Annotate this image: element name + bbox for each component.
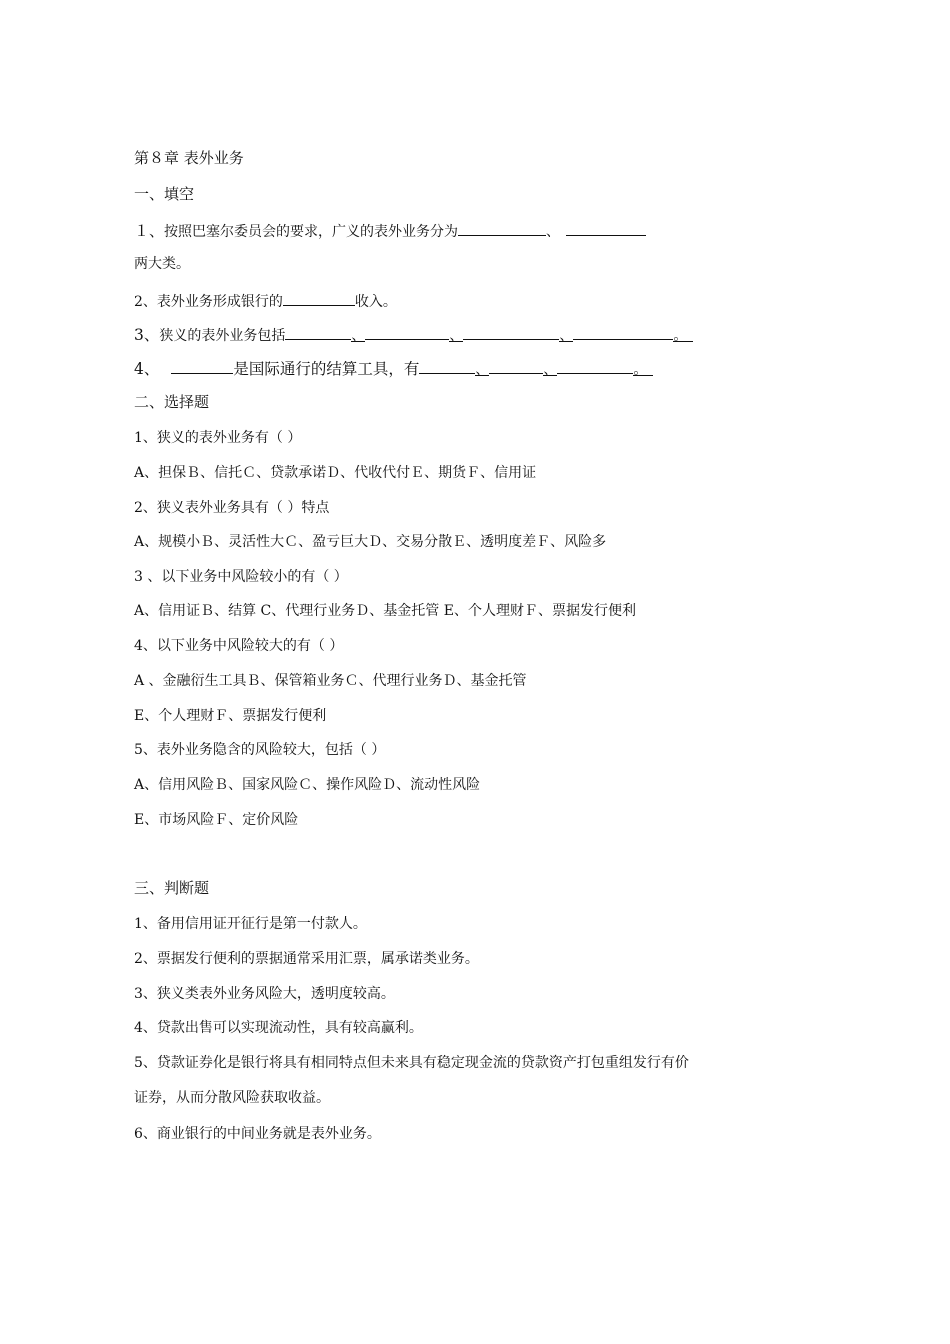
- q2-end: 收入。: [354, 294, 397, 310]
- q3-separator-2: 、: [449, 328, 464, 344]
- choice-line: E、个人理财Ｆ、票据发行便利: [134, 708, 327, 724]
- fill-question-2: [134, 290, 397, 312]
- q4-blank-3[interactable]: [489, 358, 543, 374]
- judge-line: 4、贷款出售可以实现流动性，具有较高赢利。: [134, 1020, 423, 1036]
- fill-question-1: [134, 220, 646, 242]
- choice-line: A、信用证Ｂ、结算 C、代理行业务Ｄ、基金托管 E、个人理财Ｆ、票据发行便利: [134, 603, 636, 619]
- q3-blank-1[interactable]: [285, 324, 351, 340]
- choice-line: A 、金融衍生工具Ｂ、保管箱业务Ｃ、代理行业务Ｄ、基金托管: [134, 673, 527, 689]
- choice-line: A、规模小Ｂ、灵活性大Ｃ、盈亏巨大Ｄ、交易分散Ｅ、透明度差Ｆ、风险多: [134, 534, 607, 550]
- page-title: 第８章 表外业务: [134, 149, 244, 167]
- choice-line: A、信用风险Ｂ、国家风险Ｃ、操作风险Ｄ、流动性风险: [134, 777, 481, 793]
- section-heading-choice: 二、选择题: [134, 393, 210, 411]
- q3-blank-4[interactable]: [573, 324, 673, 340]
- judge-line: 1、备用信用证开征行是第一付款人。: [134, 916, 367, 932]
- q3-blank-3[interactable]: [463, 324, 559, 340]
- q2-text: 2、表外业务形成银行的: [134, 294, 283, 310]
- q1-blank-1[interactable]: [458, 220, 546, 236]
- q1-separator: 、: [546, 224, 561, 240]
- fill-question-4: [134, 358, 653, 380]
- section-heading-fill: 一、填空: [134, 185, 195, 203]
- choice-line: E、市场风险Ｆ、定价风险: [134, 812, 299, 828]
- q3-separator-1: 、: [351, 328, 366, 344]
- q4-blank-2[interactable]: [419, 358, 475, 374]
- q4-end: 。: [633, 360, 653, 376]
- choice-line: 3 、以下业务中风险较小的有（ ）: [134, 569, 348, 585]
- choice-line: 1、狭义的表外业务有（ ）: [134, 430, 302, 446]
- q4-blank-4[interactable]: [557, 358, 633, 374]
- q4-separator-1: 、: [475, 362, 490, 378]
- q3-end: 。: [673, 326, 693, 342]
- q3-blank-2[interactable]: [365, 324, 449, 340]
- choice-line: 5、表外业务隐含的风险较大，包括（ ）: [134, 742, 386, 758]
- choice-line: 4、以下业务中风险较大的有（ ）: [134, 638, 344, 654]
- q3-number: 3、: [134, 326, 160, 344]
- judge-line: 证券，从而分散风险获取收益。: [134, 1090, 330, 1106]
- q4-blank-1[interactable]: [171, 358, 233, 374]
- fill-question-3: [134, 324, 693, 346]
- judge-line: 6、商业银行的中间业务就是表外业务。: [134, 1126, 381, 1142]
- q2-blank[interactable]: [283, 290, 355, 306]
- q1-text: 按照巴塞尔委员会的要求，广义的表外业务分为: [164, 224, 459, 240]
- q3-text: 狭义的表外业务包括: [159, 328, 286, 344]
- judge-line: 5、贷款证券化是银行将具有相同特点但未来具有稳定现金流的贷款资产打包重组发行有价: [134, 1055, 689, 1071]
- fill-question-1-continued: 两大类。: [134, 256, 190, 272]
- q3-separator-3: 、: [559, 328, 574, 344]
- q4-number: 4、: [134, 360, 160, 378]
- q4-separator-2: 、: [543, 362, 558, 378]
- q1-blank-2[interactable]: [566, 220, 646, 236]
- judge-line: 3、狭义类表外业务风险大，透明度较高。: [134, 986, 395, 1002]
- choice-line: 2、狭义表外业务具有（ ）特点: [134, 500, 330, 516]
- q4-text: 是国际通行的结算工具，有: [233, 360, 420, 378]
- q1-number: １、: [134, 222, 165, 240]
- judge-line: 2、票据发行便利的票据通常采用汇票，属承诺类业务。: [134, 951, 479, 967]
- choice-line: A、担保Ｂ、信托Ｃ、贷款承诺Ｄ、代收代付Ｅ、期货Ｆ、信用证: [134, 465, 537, 481]
- section-heading-judge: 三、判断题: [134, 879, 210, 897]
